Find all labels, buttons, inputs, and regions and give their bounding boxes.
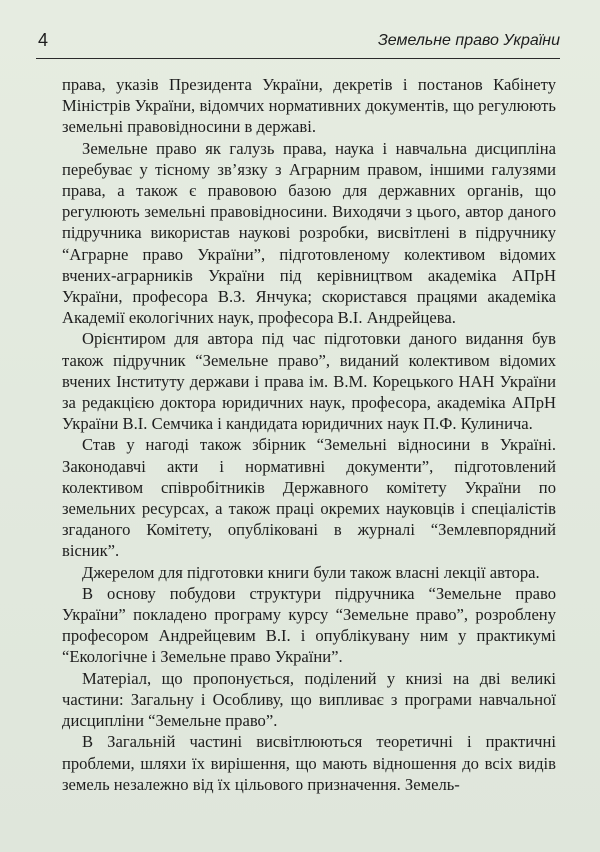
page-number: 4: [38, 30, 49, 50]
paragraph: В Загальній частині висвітлюються теоретичні і практичні проблеми, шляхи їх вирішення, що мають відношення до всіх видів земель незалежно від їх цільового призначення. Земель-: [62, 732, 556, 794]
paragraph: Земельне право як галузь права, наука і навчальна дисципліна перебуває у тісному зв’язку з Аграрним правом, іншими галузями права, а також є правовою базою для державних органів, що регулюють земельні правовідносини. Виходячи з цього, автор даного підручника використав наукові розробки, висвітлені в підручнику “Аграрне право України”, підготовленому колективом відомих вчених-аграрників України під керівництвом академіка АПрН України, професора В.З. Янчука; скористався працями академіка Академії екологічних наук, професора В.І. Андрейцева.: [62, 138, 556, 328]
paragraph: Матеріал, що пропонується, поділений у книзі на дві великі частини: Загальну і Особливу, що випливає з програми навчальної дисципліни “Земельне право”.: [62, 668, 556, 731]
paragraph: Джерелом для підготовки книги були також власні лекції автора.: [82, 562, 540, 582]
running-title: Земельне право України: [377, 32, 560, 49]
paragraph: права, указів Президента України, декретів і постанов Кабінету Міністрів України, відомчих нормативних документів, що регулюють земельні правовідносини в державі.: [62, 75, 556, 137]
body-text: [62, 74, 556, 795]
paragraph: Став у нагоді також збірник “Земельні відносини в Україні. Законодавчі акти і нормативні документи”, підготовлений колективом співробітників Державного комітету України по земельних ресурсах, а також праці окремих науковців і спеціалістів згаданого Комітету, опубліковані в журналі “Землевпорядний вісник”.: [62, 435, 556, 561]
page-header: [36, 28, 560, 59]
paragraph: Орієнтиром для автора під час підготовки даного видання був також підручник “Земельне право”, виданий колективом відомих вчених Інституту держави і права ім. В.М. Корецького НАН України за редакцією доктора юридичних наук, професора, академіка АПрН України В.І. Семчика і кандидата юридичних наук П.Ф. Кулинича.: [62, 329, 556, 434]
paragraph: В основу побудови структури підручника “Земельне право України” покладено програму курсу “Земельне право”, розроблену професором Андрейцевим В.І. і опублікувану ним у практикумі “Екологічне і Земельне право України”.: [62, 583, 556, 667]
